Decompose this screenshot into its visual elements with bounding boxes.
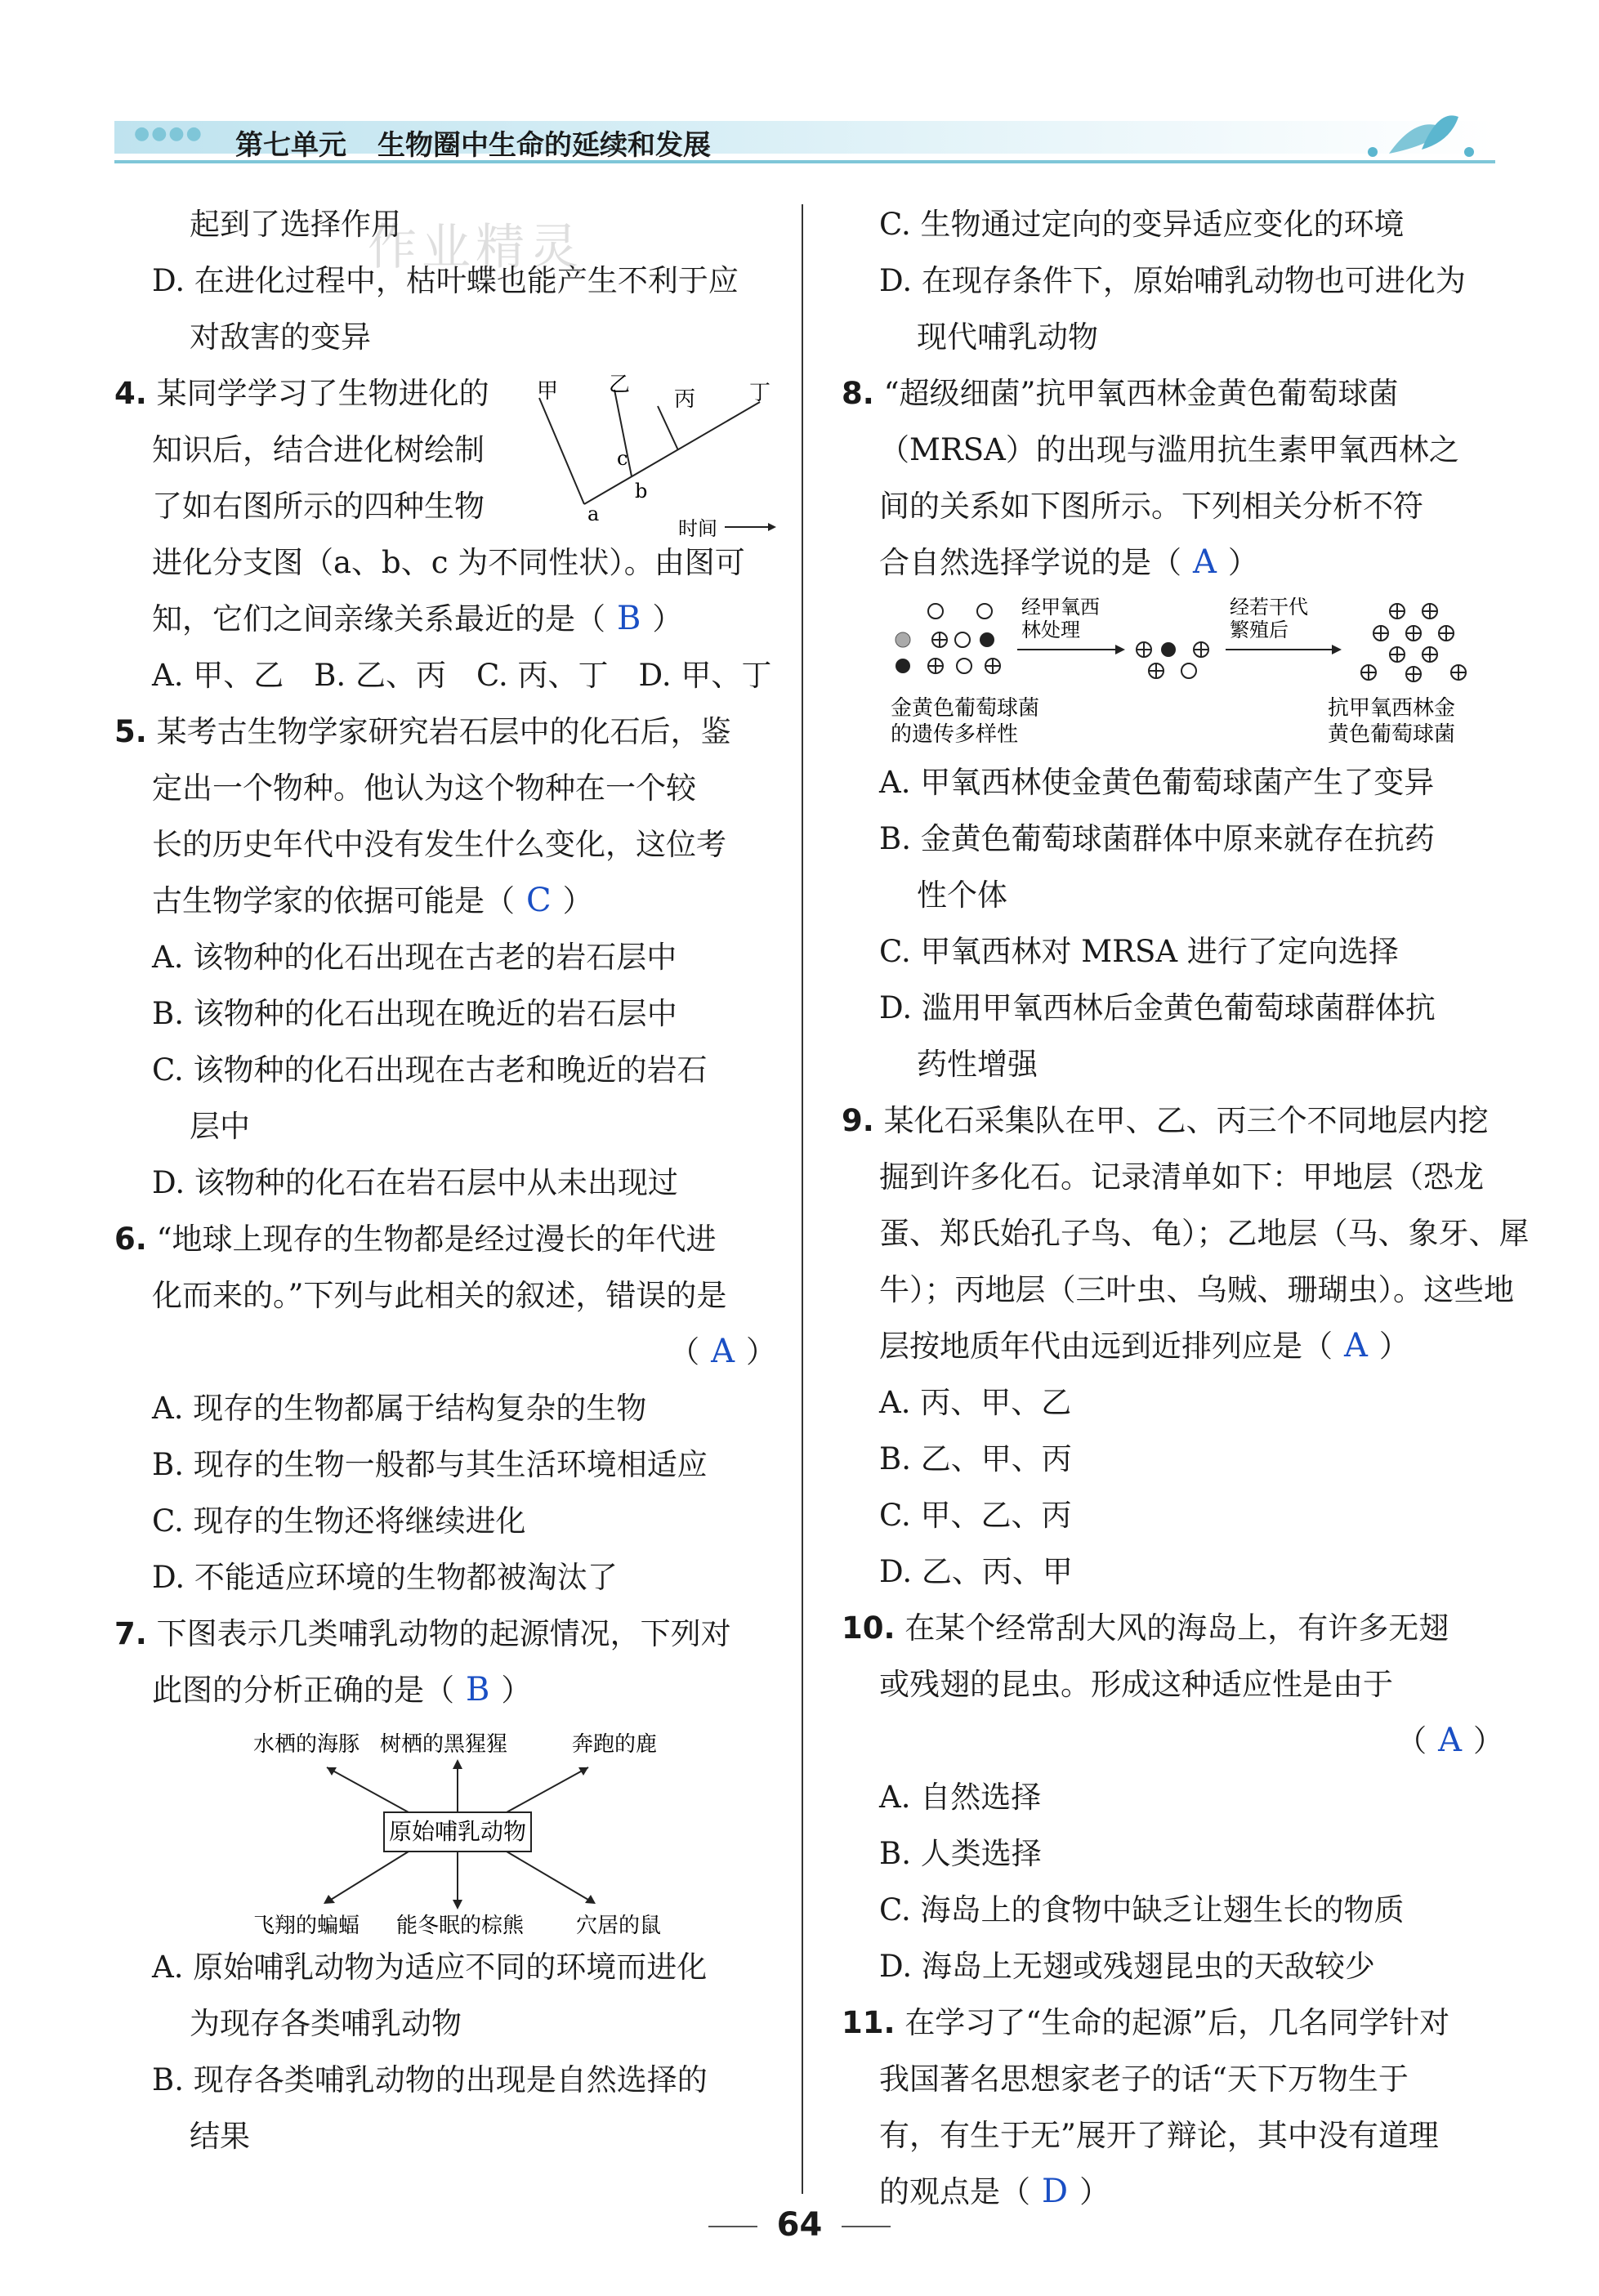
q6-text: 化而来的。”下列与此相关的叙述，错误的是 [152, 1278, 727, 1313]
question-9 [842, 1092, 1530, 1600]
paren: （ [669, 1334, 700, 1369]
q6-option-a: A. 现存的生物都属于结构复杂的生物 [152, 1391, 647, 1426]
q9-text: 某化石采集队在甲、乙、丙三个不同地层内挖 [883, 1103, 1489, 1138]
q9-answer: A [1344, 1327, 1368, 1365]
q8-text: 合自然选择学说的是（ [879, 545, 1181, 580]
question-7 [114, 1606, 776, 2164]
q10-option-d: D. 海岛上无翅或残翅昆虫的天敌较少 [879, 1949, 1375, 1984]
question-5 [114, 704, 776, 1211]
q6-option-d: D. 不能适应环境的生物都被淘汰了 [152, 1560, 618, 1595]
bottom-label-mouse: 穴居的鼠 [576, 1914, 662, 1938]
bottom-label-bat: 飞翔的蝙蝠 [253, 1914, 360, 1938]
question-6 [114, 1211, 776, 1606]
step1-line2: 林处理 [1021, 619, 1080, 641]
right-caption-2: 黄色葡萄球菌 [1328, 722, 1456, 747]
q9-number: 9. [842, 1103, 874, 1138]
q8-option-d: 药性增强 [917, 1047, 1038, 1082]
q5-text: 某考古生物学家研究岩石层中的化石后，鉴 [156, 714, 731, 749]
q7-option-b: 结果 [190, 2119, 250, 2154]
q4-text: 知，它们之间亲缘关系最近的是（ [152, 601, 605, 637]
q10-option-c: C. 海岛上的食物中缺乏让翅生长的物质 [879, 1892, 1405, 1927]
q8-option-d: D. 滥用甲氧西林后金黄色葡萄球菌群体抗 [879, 990, 1436, 1025]
q7-option-a: A. 原始哺乳动物为适应不同的环境而进化 [152, 1950, 708, 1985]
q7-option-b: B. 现存各类哺乳动物的出现是自然选择的 [152, 2062, 708, 2097]
paren: ） [1227, 545, 1258, 580]
q10-text: 在某个经常刮大风的海岛上，有许多无翅 [904, 1610, 1449, 1646]
paren: ） [562, 883, 593, 918]
q7-answer: B [466, 1671, 490, 1709]
right-caption-1: 抗甲氧西林金 [1328, 696, 1456, 721]
q9-text: 掘到许多化石。记录清单如下：甲地层（恐龙 [879, 1159, 1484, 1195]
q8-number: 8. [842, 376, 874, 411]
q9-option-a: A. 丙、甲、乙 [879, 1385, 1072, 1420]
paren: ） [652, 601, 683, 637]
paren: ） [1079, 2174, 1110, 2209]
q10-option-b: B. 人类选择 [879, 1836, 1042, 1871]
paren: ） [746, 1334, 776, 1369]
question-10 [842, 1600, 1503, 1994]
q4-text: 了如右图所示的四种生物 [152, 489, 485, 524]
q9-text: 牛）；丙地层（三叶虫、乌贼、珊瑚虫）。这些地 [879, 1272, 1514, 1307]
q10-text: 或残翅的昆虫。形成这种适应性是由于 [879, 1667, 1393, 1702]
q9-text: 蛋、郑氏始孔子鸟、龟）；乙地层（马、象牙、犀 [879, 1216, 1530, 1251]
q4-options: A. 甲、乙 B. 乙、丙 C. 丙、丁 D. 甲、丁 [152, 658, 772, 693]
q9-option-d: D. 乙、丙、甲 [879, 1554, 1073, 1589]
q11-text: 的观点是（ [879, 2174, 1030, 2209]
q9-option-b: B. 乙、甲、丙 [879, 1441, 1072, 1476]
q10-option-a: A. 自然选择 [879, 1780, 1042, 1815]
q3-line: 起到了选择作用 [190, 207, 401, 242]
q8-option-a: A. 甲氧西林使金黄色葡萄球菌产生了变异 [879, 765, 1435, 800]
q4-text: 某同学学习了生物进化的 [156, 376, 489, 411]
step1-line1: 经甲氧西 [1021, 596, 1100, 619]
q5-option-b: B. 该物种的化石出现在晚近的岩石层中 [152, 996, 677, 1031]
label-jia: 甲 [537, 379, 559, 404]
page-number-text: 64 [776, 2206, 823, 2244]
q7-option-d: 现代哺乳动物 [917, 319, 1098, 355]
dash [842, 2226, 891, 2227]
time-axis-label: 时间 [678, 517, 717, 540]
right-column [842, 196, 1530, 2220]
q8-answer: A [1193, 543, 1217, 581]
top-label-deer: 奔跑的鹿 [572, 1732, 658, 1757]
q11-text: 在学习了“生命的起源”后，几名同学针对 [904, 2005, 1450, 2040]
header-dots-icon: ●●●● [134, 123, 203, 144]
q11-answer: D [1042, 2173, 1069, 2210]
label-ding: 丁 [749, 381, 771, 405]
left-caption-1: 金黄色葡萄球菌 [891, 696, 1040, 721]
question-11 [842, 1994, 1503, 2220]
left-column [114, 196, 776, 2164]
q4-text: 进化分支图（a、b、c 为不同性状）。由图可 [152, 545, 745, 580]
q11-text: 有，有生于无”展开了辩论，其中没有道理 [879, 2118, 1439, 2153]
q5-text: 长的历史年代中没有发生什么变化，这位考 [152, 827, 726, 862]
q5-text: 古生物学家的依据可能是（ [152, 883, 515, 918]
left-caption-2: 的遗传多样性 [891, 722, 1019, 747]
mrsa-selection-diagram [842, 591, 1503, 754]
q6-option-b: B. 现存的生物一般都与其生活环境相适应 [152, 1447, 708, 1482]
page-number [0, 2206, 1599, 2244]
q5-number: 5. [114, 714, 147, 749]
q8-text: （MRSA）的出现与滥用抗生素甲氧西林之 [879, 432, 1459, 467]
q4-number: 4. [114, 376, 147, 411]
q8-text: “超级细菌”抗甲氧西林金黄色葡萄球菌 [883, 376, 1399, 411]
q11-number: 11. [842, 2005, 896, 2040]
q10-number: 10. [842, 1610, 896, 1646]
label-a: a [587, 503, 600, 525]
paren: ） [501, 1673, 532, 1708]
watermark: 作业精灵 [368, 219, 583, 276]
q6-text: “地球上现存的生物都是经过漫长的年代进 [156, 1222, 717, 1257]
step2-line2: 繁殖后 [1230, 619, 1289, 641]
question-4 [114, 365, 776, 704]
q8-option-b: B. 金黄色葡萄球菌群体中原来就存在抗药 [879, 821, 1435, 856]
q9-text: 层按地质年代由远到近排列应是（ [879, 1329, 1333, 1364]
paren: ） [1378, 1329, 1409, 1364]
column-divider [802, 204, 803, 2194]
q5-option-c: C. 该物种的化石出现在古老和晚近的岩石 [152, 1052, 708, 1088]
question-8 [842, 365, 1503, 1092]
label-yi: 乙 [609, 373, 631, 397]
q8-text: 间的关系如下图所示。下列相关分析不符 [879, 489, 1423, 524]
q5-option-a: A. 该物种的化石出现在古老的岩石层中 [152, 940, 677, 975]
q3-line: 对敌害的变异 [190, 319, 371, 355]
q11-text: 我国著名思想家老子的话“天下万物生于 [879, 2061, 1409, 2097]
label-c: c [617, 447, 628, 470]
q7-number: 7. [114, 1616, 147, 1651]
q3-option-d: D. 在进化过程中，枯叶蝶也能产生不利于应 [152, 263, 739, 298]
chapter-title: 生物圈中生命的延续和发展 [377, 129, 711, 162]
q5-answer: C [526, 882, 552, 919]
q7-option-a: 为现存各类哺乳动物 [190, 2006, 462, 2041]
top-label-dolphin: 水栖的海豚 [253, 1732, 360, 1757]
bottom-label-bear: 能冬眠的棕熊 [396, 1914, 525, 1938]
q7-option-c: C. 生物通过定向的变异适应变化的环境 [879, 207, 1405, 242]
mammal-origin-diagram [114, 1718, 776, 1939]
q10-answer: A [1438, 1722, 1462, 1759]
label-b: b [635, 480, 648, 503]
q9-option-c: C. 甲、乙、丙 [879, 1498, 1072, 1533]
paren: ） [1473, 1723, 1503, 1758]
q4-answer: B [617, 600, 641, 637]
q8-option-b: 性个体 [917, 878, 1007, 913]
label-bing: 丙 [674, 387, 696, 412]
q4-text: 知识后，结合进化树绘制 [152, 432, 485, 467]
q7-text: 下图表示几类哺乳动物的起源情况，下列对 [156, 1616, 731, 1651]
q6-number: 6. [114, 1222, 147, 1257]
center-label: 原始哺乳动物 [388, 1818, 527, 1845]
arrow-icon [1115, 645, 1125, 654]
q6-answer: A [711, 1333, 735, 1370]
paren: （ [1396, 1723, 1427, 1758]
leaf-decoration-icon [1356, 105, 1479, 162]
q5-option-d: D. 该物种的化石在岩石层中从未出现过 [152, 1165, 678, 1200]
q6-option-c: C. 现存的生物还将继续进化 [152, 1503, 526, 1539]
q7-text: 此图的分析正确的是（ [152, 1673, 454, 1708]
q5-option-c: 层中 [190, 1109, 250, 1144]
unit-label: 第七单元 [235, 129, 346, 162]
top-label-chimpanzee: 树栖的黑猩猩 [380, 1732, 508, 1757]
dash [708, 2226, 757, 2227]
q5-text: 定出一个物种。他认为这个物种在一个较 [152, 771, 696, 806]
q7-option-d: D. 在现存条件下，原始哺乳动物也可进化为 [879, 263, 1466, 298]
arrow-icon [1332, 645, 1342, 654]
q8-option-c: C. 甲氧西林对 MRSA 进行了定向选择 [879, 934, 1399, 969]
page-header [114, 96, 1495, 167]
step2-line1: 经若干代 [1230, 596, 1308, 619]
